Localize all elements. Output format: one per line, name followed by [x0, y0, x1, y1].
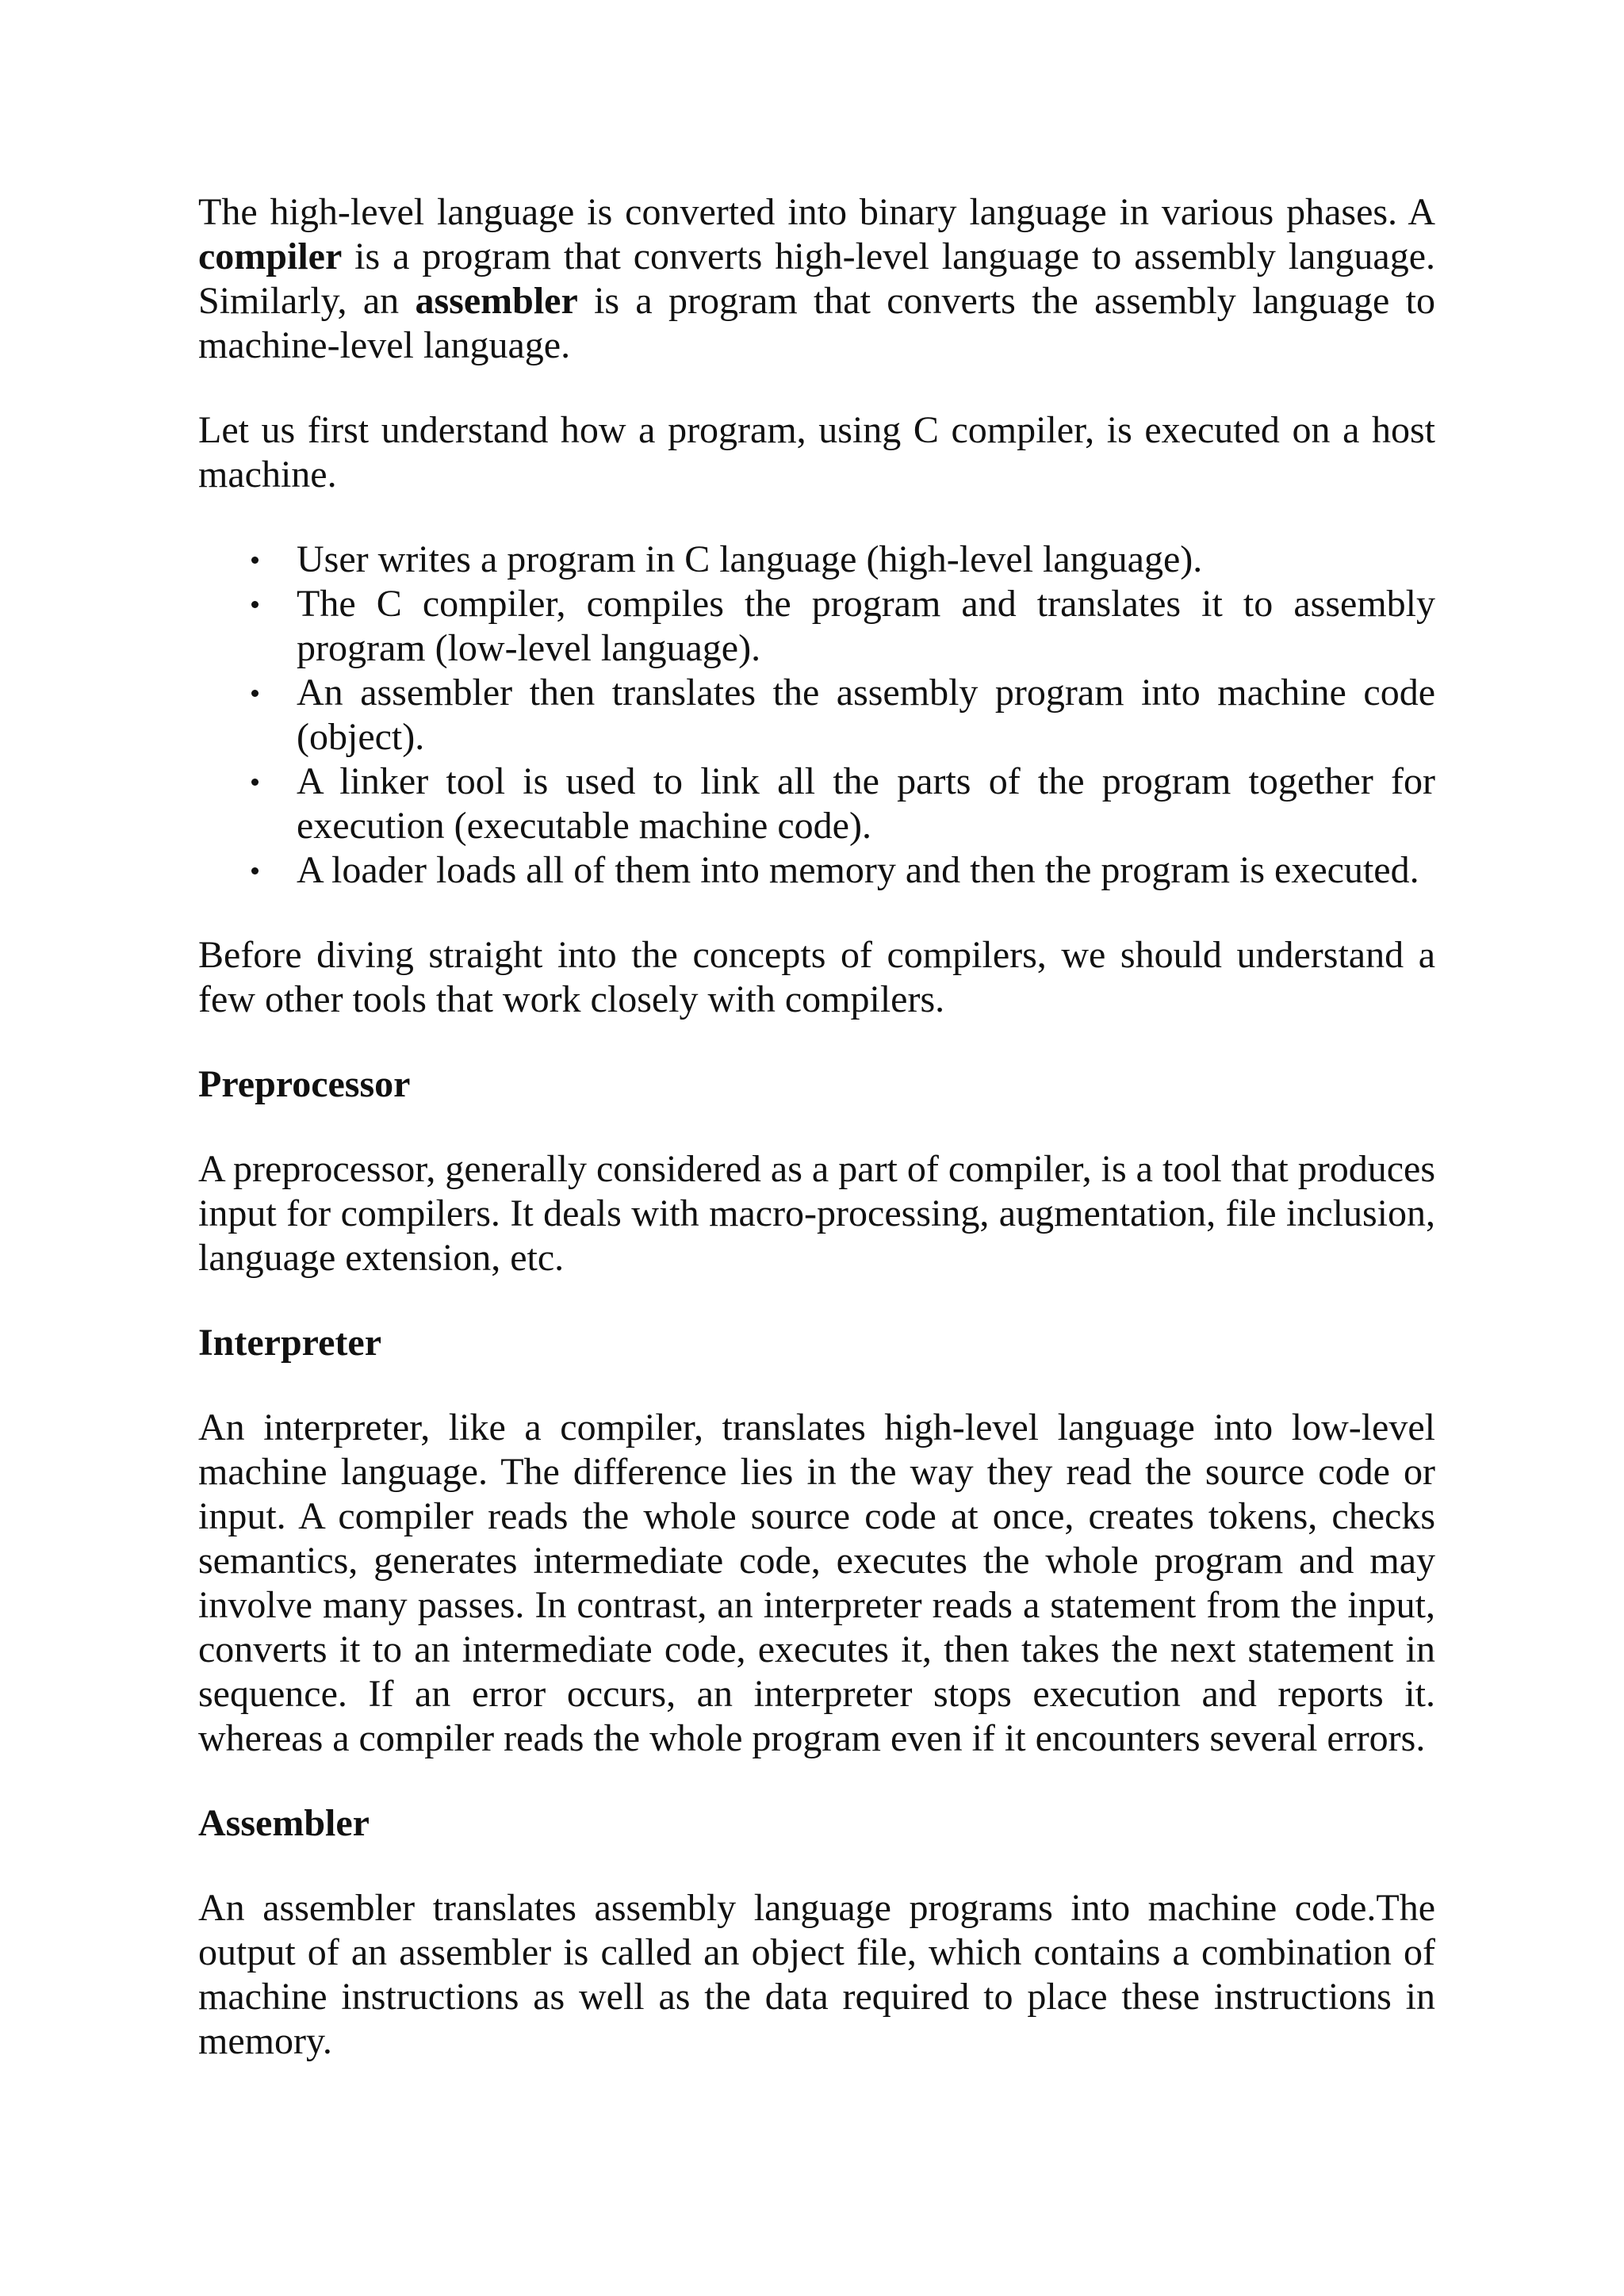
list-item [297, 760, 1435, 848]
execution-steps-list [198, 538, 1435, 893]
bullet-icon [251, 867, 259, 874]
section-heading-interpreter: Interpreter [198, 1322, 381, 1364]
section-body-assembler: An assembler translates assembly language programs into machine code.The output of an assembler is called an object file, which contains a combination of machine instructions as well as the data required to place these instructions in memory. [198, 1887, 1435, 2062]
list-item-text: An assembler then translates the assembly program into machine code (object). [297, 672, 1435, 758]
section-heading-assembler: Assembler [198, 1802, 370, 1844]
list-item-text: The C compiler, compiles the program and translates it to assembly program (low-level language). [297, 583, 1435, 669]
list-item [297, 848, 1435, 893]
list-item [297, 582, 1435, 671]
assembler-term: assembler [415, 280, 578, 322]
document-page [198, 190, 1435, 2104]
intro-paragraph [198, 190, 1435, 368]
bullet-icon [251, 601, 259, 608]
list-item-text: A linker tool is used to link all the parts of the program together for execution (executable machine code). [297, 760, 1435, 847]
section-body-preprocessor: A preprocessor, generally considered as a part of compiler, is a tool that produces input for compilers. It deals with macro-processing, augmentation, file inclusion, language extension, etc. [198, 1148, 1435, 1279]
list-item [297, 671, 1435, 760]
list-item-text: User writes a program in C language (high-level language). [297, 538, 1203, 580]
intro-text-3: is a program that converts the assembly language to machine-level language. [198, 280, 1435, 366]
list-item-text: A loader loads all of them into memory and then the program is executed. [297, 849, 1419, 891]
before-diving-paragraph: Before diving straight into the concepts of compilers, we should understand a few other tools that work closely with compilers. [198, 934, 1435, 1020]
intro-text-1: The high-level language is converted into binary language in various phases. A [198, 191, 1435, 233]
compiler-term: compiler [198, 235, 343, 277]
list-item [297, 538, 1435, 582]
intro-text-2: is a program that converts high-level language to assembly language. Similarly, an [198, 235, 1435, 322]
bullet-icon [251, 779, 259, 786]
bullet-icon [251, 690, 259, 697]
section-heading-preprocessor: Preprocessor [198, 1063, 411, 1105]
bullet-icon [251, 557, 259, 564]
section-body-interpreter: An interpreter, like a compiler, translates high-level language into low-level machine language. The difference lies in the way they read the source code or input. A compiler reads the whole source code at once, creates tokens, checks semantics, generates intermediate code, executes the whole program and may involve many passes. In contrast, an interpreter reads a statement from the input, converts it to an intermediate code, executes it, then takes the next statement in sequence. If an error occurs, an interpreter stops execution and reports it. whereas a compiler reads the whole program even if it encounters several errors. [198, 1406, 1435, 1759]
host-machine-paragraph: Let us first understand how a program, using C compiler, is executed on a host machine. [198, 409, 1435, 496]
